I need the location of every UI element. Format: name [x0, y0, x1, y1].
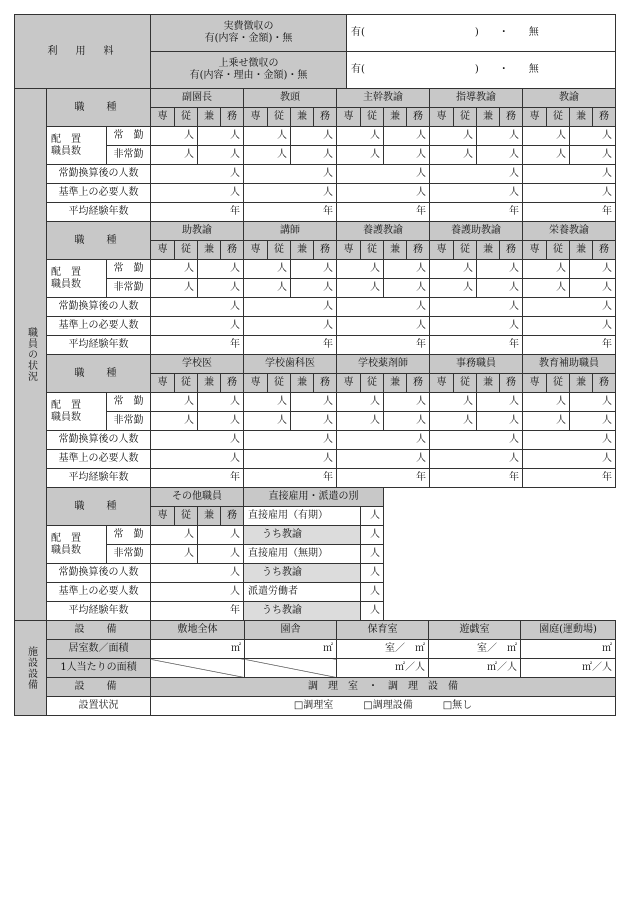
count-sen[interactable]: 人 — [151, 412, 198, 431]
kitchen-header: 調 理 室 ・ 調 理 設 備 — [151, 678, 616, 697]
employment-row-1: うち教諭 — [244, 526, 361, 545]
count-sen[interactable]: 人 — [337, 393, 384, 412]
header-ju: 従 — [175, 374, 198, 393]
kijun-label: 基準上の必要人数 — [47, 450, 151, 469]
kitchen-setsubi-label: 設 備 — [47, 678, 151, 697]
header-mu: 務 — [314, 374, 337, 393]
haichi-label: 配 置 職員数 — [47, 526, 107, 564]
header-sen: 専 — [523, 241, 547, 260]
count-ken[interactable]: 人 — [477, 146, 523, 165]
fee-label: 利 用 料 — [15, 15, 151, 89]
kijun-value[interactable]: 人 — [151, 317, 244, 336]
shokushu-label: 職 種 — [47, 488, 151, 526]
job-title-group3-3: 事務職員 — [430, 355, 523, 374]
kansan-value[interactable]: 人 — [244, 298, 337, 317]
heikin-value[interactable]: 年 — [523, 203, 616, 222]
diagonal-cell — [245, 659, 337, 678]
count-sen[interactable]: 人 — [151, 393, 198, 412]
yard-per-person-cell[interactable]: ㎡／人 — [521, 659, 616, 678]
count-ken[interactable]: 人 — [384, 127, 430, 146]
header-mu: 務 — [221, 507, 244, 526]
header-ken: 兼 — [384, 374, 407, 393]
count-sen[interactable]: 人 — [151, 545, 198, 564]
count-ken[interactable]: 人 — [198, 526, 244, 545]
shokushu-label: 職 種 — [47, 222, 151, 260]
count-sen[interactable]: 人 — [244, 393, 291, 412]
header-mu: 務 — [221, 374, 244, 393]
header-sen: 専 — [151, 507, 175, 526]
kijun-value[interactable]: 人 — [430, 184, 523, 203]
kansan-value[interactable]: 人 — [523, 165, 616, 184]
header-sen: 専 — [151, 241, 175, 260]
kijun-value[interactable]: 人 — [523, 450, 616, 469]
header-mu: 務 — [221, 108, 244, 127]
job-title-group2-2: 養護教諭 — [337, 222, 430, 241]
employment-row-2: 直接雇用（無期） — [244, 545, 361, 564]
count-sen[interactable]: 人 — [337, 412, 384, 431]
kansan-label: 常勤換算後の人数 — [47, 431, 151, 450]
count-sen[interactable]: 人 — [430, 127, 477, 146]
count-ken[interactable]: 人 — [477, 127, 523, 146]
fee-table — [14, 14, 616, 89]
header-ken: 兼 — [570, 374, 593, 393]
nursery-per-person-cell[interactable]: ㎡／人 — [337, 659, 429, 678]
job-title-group1-0: 副園長 — [151, 89, 244, 108]
job-title-group2-0: 助教諭 — [151, 222, 244, 241]
header-ken: 兼 — [384, 108, 407, 127]
actual-cost-label: 実費徴収の 有(内容・金額)・無 — [151, 15, 347, 52]
staff-section-label: 職員の状況 — [15, 89, 47, 621]
facility-section-label: 施設設備 — [15, 621, 47, 716]
kijun-value[interactable]: 人 — [151, 583, 244, 602]
header-mu: 務 — [314, 241, 337, 260]
header-sen: 専 — [337, 374, 361, 393]
header-mu: 務 — [593, 374, 616, 393]
extra-fee-value[interactable]: 有( ) ・ 無 — [347, 52, 616, 89]
count-ken[interactable]: 人 — [198, 127, 244, 146]
kijun-label: 基準上の必要人数 — [47, 317, 151, 336]
count-sen[interactable]: 人 — [337, 279, 384, 298]
count-sen[interactable]: 人 — [523, 279, 570, 298]
kansan-value[interactable]: 人 — [430, 165, 523, 184]
header-sen: 専 — [430, 374, 454, 393]
count-ken[interactable]: 人 — [198, 393, 244, 412]
header-mu: 務 — [500, 374, 523, 393]
kijun-value[interactable]: 人 — [337, 450, 430, 469]
header-ju: 従 — [454, 241, 477, 260]
kijun-value[interactable]: 人 — [430, 450, 523, 469]
count-ken[interactable]: 人 — [570, 146, 616, 165]
job-title-group1-4: 教諭 — [523, 89, 616, 108]
count-ken[interactable]: 人 — [570, 412, 616, 431]
heikin-value[interactable]: 年 — [151, 336, 244, 355]
heikin-value[interactable]: 年 — [151, 203, 244, 222]
yard-area-cell[interactable]: ㎡ — [521, 640, 616, 659]
header-ju: 従 — [547, 108, 570, 127]
header-ju: 従 — [361, 374, 384, 393]
kijun-label: 基準上の必要人数 — [47, 184, 151, 203]
count-ken[interactable]: 人 — [477, 279, 523, 298]
count-sen[interactable]: 人 — [523, 146, 570, 165]
employment-count-1[interactable]: 人 — [361, 526, 384, 545]
haichi-label: 配 置 職員数 — [47, 127, 107, 165]
job-title-group3-4: 教育補助職員 — [523, 355, 616, 374]
header-ken: 兼 — [570, 241, 593, 260]
count-sen[interactable]: 人 — [430, 146, 477, 165]
header-mu: 務 — [314, 108, 337, 127]
count-sen[interactable]: 人 — [337, 260, 384, 279]
heikin-value[interactable]: 年 — [337, 336, 430, 355]
header-ken: 兼 — [570, 108, 593, 127]
count-sen[interactable]: 人 — [523, 412, 570, 431]
joukin-label: 常 勤 — [107, 526, 151, 545]
header-mu: 務 — [407, 374, 430, 393]
header-ken: 兼 — [198, 241, 221, 260]
facility-header-3: 遊戯室 — [429, 621, 521, 640]
kijun-value[interactable]: 人 — [430, 317, 523, 336]
heikin-value[interactable]: 年 — [337, 203, 430, 222]
job-title-group2-3: 養護助教諭 — [430, 222, 523, 241]
kansan-value[interactable]: 人 — [244, 165, 337, 184]
count-ken[interactable]: 人 — [291, 393, 337, 412]
blank-area — [384, 488, 616, 621]
count-ken[interactable]: 人 — [570, 393, 616, 412]
heikin-value[interactable]: 年 — [523, 469, 616, 488]
header-ju: 従 — [268, 374, 291, 393]
employment-count-2[interactable]: 人 — [361, 545, 384, 564]
employment-row-5: うち教諭 — [244, 602, 361, 621]
diagonal-cell — [151, 659, 245, 678]
count-ken[interactable]: 人 — [198, 279, 244, 298]
count-ken[interactable]: 人 — [477, 260, 523, 279]
header-sen: 専 — [151, 374, 175, 393]
job-title-group1-2: 主幹教諭 — [337, 89, 430, 108]
header-mu: 務 — [593, 108, 616, 127]
shokushu-label: 職 種 — [47, 355, 151, 393]
facility-header-0: 敷地全体 — [151, 621, 245, 640]
count-ken[interactable]: 人 — [570, 260, 616, 279]
count-sen[interactable]: 人 — [244, 412, 291, 431]
count-ken[interactable]: 人 — [291, 146, 337, 165]
count-sen[interactable]: 人 — [430, 393, 477, 412]
count-sen[interactable]: 人 — [523, 127, 570, 146]
header-ken: 兼 — [291, 241, 314, 260]
count-sen[interactable]: 人 — [430, 412, 477, 431]
count-sen[interactable]: 人 — [430, 260, 477, 279]
kijun-label: 基準上の必要人数 — [47, 583, 151, 602]
count-sen[interactable]: 人 — [523, 260, 570, 279]
header-sen: 専 — [244, 108, 268, 127]
nursery-room-cell[interactable]: 室／ ㎡ — [337, 640, 429, 659]
header-mu: 務 — [407, 241, 430, 260]
count-ken[interactable]: 人 — [198, 146, 244, 165]
header-sen: 専 — [430, 108, 454, 127]
joukin-label: 常 勤 — [107, 127, 151, 146]
haichi-label: 配 置 職員数 — [47, 260, 107, 298]
count-ken[interactable]: 人 — [477, 393, 523, 412]
count-sen[interactable]: 人 — [151, 127, 198, 146]
rooms-area-label: 居室数／面積 — [47, 640, 151, 659]
count-ken[interactable]: 人 — [384, 146, 430, 165]
playroom-per-person-cell[interactable]: ㎡／人 — [429, 659, 521, 678]
heikin-value[interactable]: 年 — [244, 203, 337, 222]
header-ju: 従 — [454, 374, 477, 393]
hijoukin-label: 非常勤 — [107, 146, 151, 165]
count-ken[interactable]: 人 — [198, 412, 244, 431]
heikin-value[interactable]: 年 — [430, 336, 523, 355]
haichi-label: 配 置 職員数 — [47, 393, 107, 431]
heikin-label: 平均経験年数 — [47, 469, 151, 488]
count-sen[interactable]: 人 — [523, 393, 570, 412]
employment-row-4: 派遣労働者 — [244, 583, 361, 602]
header-ju: 従 — [454, 108, 477, 127]
kansan-value[interactable]: 人 — [523, 431, 616, 450]
count-ken[interactable]: 人 — [291, 127, 337, 146]
header-ken: 兼 — [477, 241, 500, 260]
header-ken: 兼 — [198, 507, 221, 526]
header-ju: 従 — [268, 108, 291, 127]
kansan-value[interactable]: 人 — [430, 298, 523, 317]
heikin-value[interactable]: 年 — [430, 203, 523, 222]
header-ju: 従 — [175, 108, 198, 127]
header-ken: 兼 — [477, 108, 500, 127]
site-area-cell[interactable]: ㎡ — [151, 640, 245, 659]
job-title-group4-0: その他職員 — [151, 488, 244, 507]
kansan-value[interactable]: 人 — [337, 298, 430, 317]
count-ken[interactable]: 人 — [291, 412, 337, 431]
kansan-value[interactable]: 人 — [151, 564, 244, 583]
kansan-value[interactable]: 人 — [337, 431, 430, 450]
kijun-value[interactable]: 人 — [523, 184, 616, 203]
count-sen[interactable]: 人 — [430, 279, 477, 298]
kansan-value[interactable]: 人 — [151, 165, 244, 184]
heikin-value[interactable]: 年 — [430, 469, 523, 488]
kijun-value[interactable]: 人 — [244, 184, 337, 203]
heikin-value[interactable]: 年 — [151, 602, 244, 621]
building-area-cell[interactable]: ㎡ — [245, 640, 337, 659]
kijun-value[interactable]: 人 — [151, 450, 244, 469]
heikin-value[interactable]: 年 — [244, 469, 337, 488]
employment-count-4[interactable]: 人 — [361, 583, 384, 602]
heikin-label: 平均経験年数 — [47, 203, 151, 222]
actual-cost-value[interactable]: 有( ) ・ 無 — [347, 15, 616, 52]
kansan-value[interactable]: 人 — [430, 431, 523, 450]
kansan-value[interactable]: 人 — [151, 431, 244, 450]
heikin-value[interactable]: 年 — [151, 469, 244, 488]
header-mu: 務 — [593, 241, 616, 260]
kijun-value[interactable]: 人 — [337, 317, 430, 336]
extra-fee-label: 上乗せ徴収の 有(内容・理由・金額)・無 — [151, 52, 347, 89]
kijun-value[interactable]: 人 — [244, 450, 337, 469]
hijoukin-label: 非常勤 — [107, 545, 151, 564]
employment-count-5[interactable]: 人 — [361, 602, 384, 621]
header-ju: 従 — [361, 241, 384, 260]
heikin-value[interactable]: 年 — [523, 336, 616, 355]
header-ju: 従 — [175, 507, 198, 526]
count-ken[interactable]: 人 — [198, 545, 244, 564]
kansan-label: 常勤換算後の人数 — [47, 564, 151, 583]
count-sen[interactable]: 人 — [151, 146, 198, 165]
job-title-group1-3: 指導教諭 — [430, 89, 523, 108]
header-sen: 専 — [523, 374, 547, 393]
header-ken: 兼 — [384, 241, 407, 260]
heikin-value[interactable]: 年 — [244, 336, 337, 355]
count-ken[interactable]: 人 — [384, 279, 430, 298]
job-title-group3-1: 学校歯科医 — [244, 355, 337, 374]
kansan-value[interactable]: 人 — [151, 298, 244, 317]
per-person-area-label: 1人当たりの面積 — [47, 659, 151, 678]
header-mu: 務 — [500, 108, 523, 127]
kansan-value[interactable]: 人 — [244, 431, 337, 450]
job-title-group2-1: 講師 — [244, 222, 337, 241]
count-sen[interactable]: 人 — [244, 146, 291, 165]
count-ken[interactable]: 人 — [570, 127, 616, 146]
install-options[interactable]: □調理室 □調理設備 □無し — [151, 697, 616, 716]
header-ju: 従 — [361, 108, 384, 127]
facility-header-1: 園舎 — [245, 621, 337, 640]
count-sen[interactable]: 人 — [337, 127, 384, 146]
form-frame — [14, 14, 615, 716]
employment-row-0: 直接雇用（有期） — [244, 507, 361, 526]
header-ken: 兼 — [198, 374, 221, 393]
header-sen: 専 — [430, 241, 454, 260]
staff-table — [14, 88, 616, 621]
header-ken: 兼 — [291, 108, 314, 127]
header-sen: 専 — [244, 241, 268, 260]
facility-header-2: 保育室 — [337, 621, 429, 640]
count-ken[interactable]: 人 — [384, 260, 430, 279]
count-ken[interactable]: 人 — [291, 260, 337, 279]
employment-count-3[interactable]: 人 — [361, 564, 384, 583]
count-ken[interactable]: 人 — [384, 412, 430, 431]
hijoukin-label: 非常勤 — [107, 412, 151, 431]
joukin-label: 常 勤 — [107, 260, 151, 279]
kijun-value[interactable]: 人 — [337, 184, 430, 203]
header-ju: 従 — [547, 374, 570, 393]
header-sen: 専 — [523, 108, 547, 127]
kansan-value[interactable]: 人 — [523, 298, 616, 317]
employment-header: 直接雇用・派遣の別 — [244, 488, 384, 507]
employment-count-0[interactable]: 人 — [361, 507, 384, 526]
header-mu: 務 — [407, 108, 430, 127]
kansan-label: 常勤換算後の人数 — [47, 298, 151, 317]
playroom-cell[interactable]: 室／ ㎡ — [429, 640, 521, 659]
count-ken[interactable]: 人 — [477, 412, 523, 431]
kansan-value[interactable]: 人 — [337, 165, 430, 184]
heikin-label: 平均経験年数 — [47, 336, 151, 355]
header-sen: 専 — [337, 241, 361, 260]
heikin-value[interactable]: 年 — [337, 469, 430, 488]
count-ken[interactable]: 人 — [570, 279, 616, 298]
count-ken[interactable]: 人 — [198, 260, 244, 279]
count-sen[interactable]: 人 — [244, 279, 291, 298]
facility-table — [14, 620, 616, 716]
count-sen[interactable]: 人 — [151, 260, 198, 279]
count-sen[interactable]: 人 — [244, 260, 291, 279]
kijun-value[interactable]: 人 — [244, 317, 337, 336]
header-ju: 従 — [268, 241, 291, 260]
install-status-label: 設置状況 — [47, 697, 151, 716]
job-title-group3-0: 学校医 — [151, 355, 244, 374]
header-mu: 務 — [221, 241, 244, 260]
kansan-label: 常勤換算後の人数 — [47, 165, 151, 184]
header-ken: 兼 — [198, 108, 221, 127]
header-sen: 専 — [244, 374, 268, 393]
count-ken[interactable]: 人 — [291, 279, 337, 298]
facility-header-4: 園庭(運動場) — [521, 621, 616, 640]
employment-row-3: うち教諭 — [244, 564, 361, 583]
header-sen: 専 — [337, 108, 361, 127]
header-mu: 務 — [500, 241, 523, 260]
count-sen[interactable]: 人 — [244, 127, 291, 146]
header-ju: 従 — [547, 241, 570, 260]
heikin-label: 平均経験年数 — [47, 602, 151, 621]
kijun-value[interactable]: 人 — [151, 184, 244, 203]
header-ken: 兼 — [291, 374, 314, 393]
facility-setsubi-label: 設 備 — [47, 621, 151, 640]
kijun-value[interactable]: 人 — [523, 317, 616, 336]
count-ken[interactable]: 人 — [384, 393, 430, 412]
header-ken: 兼 — [477, 374, 500, 393]
job-title-group1-1: 教頭 — [244, 89, 337, 108]
job-title-group2-4: 栄養教諭 — [523, 222, 616, 241]
header-ju: 従 — [175, 241, 198, 260]
header-sen: 専 — [151, 108, 175, 127]
shokushu-label: 職 種 — [47, 89, 151, 127]
count-sen[interactable]: 人 — [151, 526, 198, 545]
count-sen[interactable]: 人 — [151, 279, 198, 298]
job-title-group3-2: 学校薬剤師 — [337, 355, 430, 374]
count-sen[interactable]: 人 — [337, 146, 384, 165]
hijoukin-label: 非常勤 — [107, 279, 151, 298]
joukin-label: 常 勤 — [107, 393, 151, 412]
